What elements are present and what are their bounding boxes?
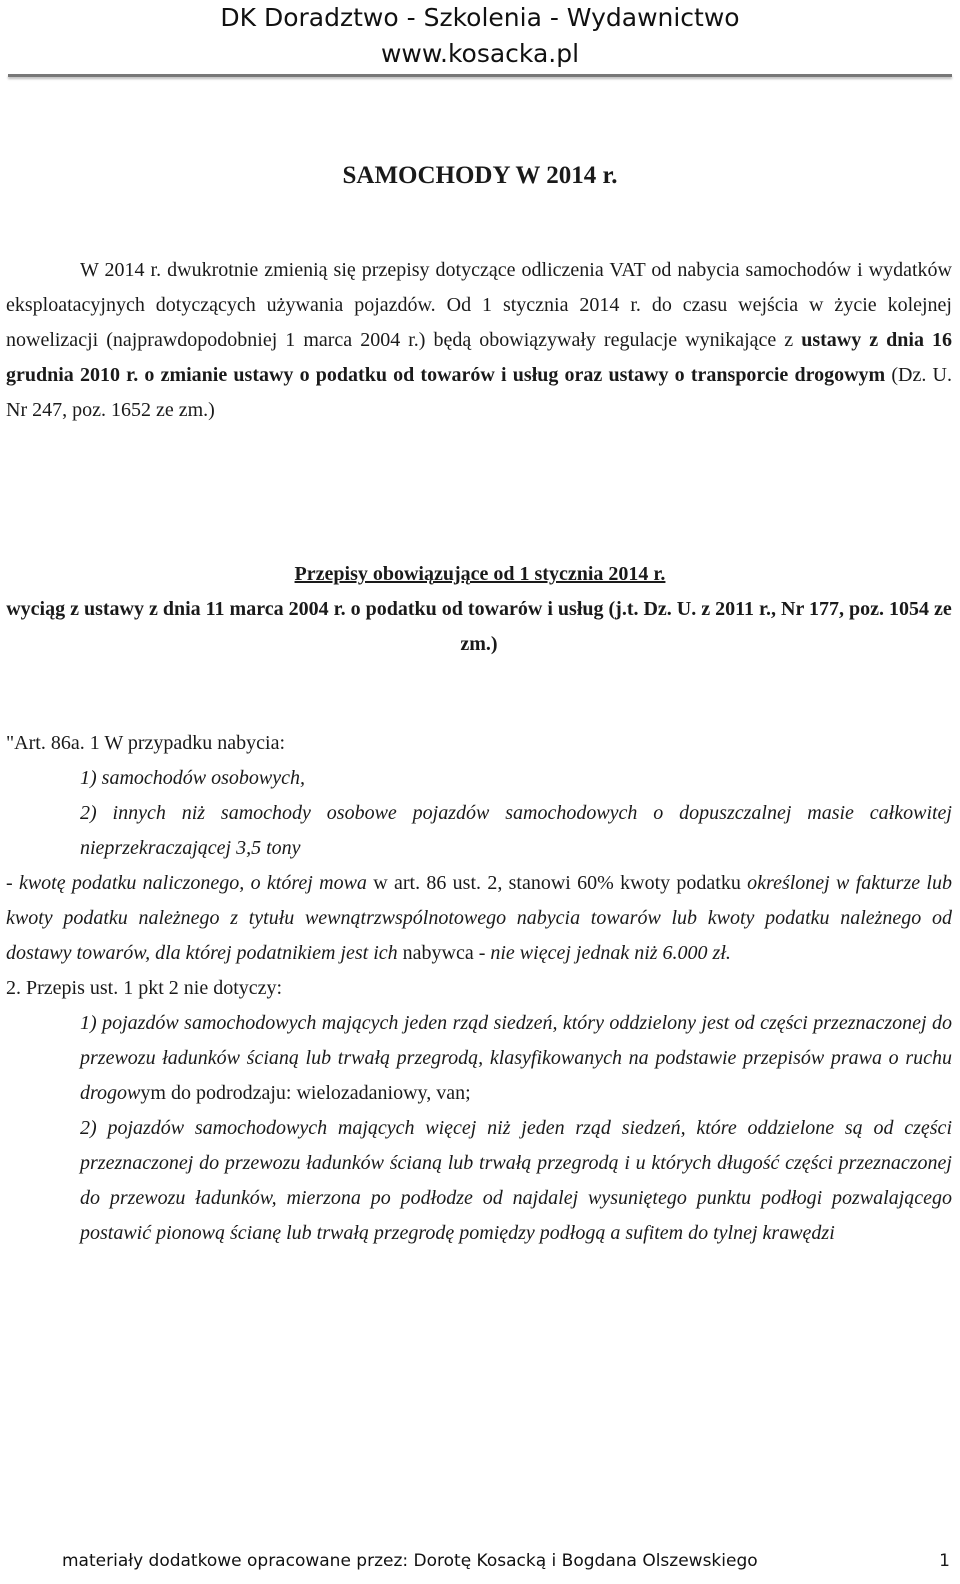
- document-title: SAMOCHODY W 2014 r.: [342, 162, 618, 189]
- intro-text-2: (Dz. U. Nr 247, poz. 1652 ze zm.): [6, 364, 952, 421]
- rule-text-d: nabywca -: [397, 942, 491, 964]
- rule-text-a: - kwotę podatku naliczonego, o której mowa: [6, 872, 367, 894]
- rule-text-e: nie więcej jednak niż 6.000 zł.: [490, 942, 731, 964]
- article-heading: "Art. 86a. 1 W przypadku nabycia:: [6, 732, 286, 754]
- p2-item1-a: 1) pojazdów samochodowych mających jeden rząd siedzeń, który oddzielony jest od części przeznaczonej do przewozu ładunków ścianą lub trwałą przegrodą, klasyfikowanych na podstawie przepisów prawa o ruchu drogow: [80, 1012, 952, 1104]
- page-footer: materiały dodatkowe opracowane przez: Dorotę Kosacką i Bogdana Olszewskiego: [62, 1551, 758, 1571]
- intro-paragraph: [6, 253, 952, 428]
- header-divider: [8, 74, 952, 77]
- paragraph-2-item-2: 2) pojazdów samochodowych mających więcej niż jeden rząd siedzeń, które oddzielone są od części przeznaczonej do przewozu ładunków ścianą lub trwałą przegrodą i u których długość części przeznaczonej do przewozu ładunków, mierzona po podłodze od najdalej wysuniętego punktu podłogi pozwalającego postawić pionową ścianę lub trwałą przegrodę pomiędzy podłogą a sufitem do tylnej krawędzi: [80, 1117, 952, 1244]
- act-extract-heading: wyciąg z ustawy z dnia 11 marca 2004 r. o podatku od towarów i usług (j.t. Dz. U. z 2011 r., Nr 177, poz. 1054 ze zm.): [6, 598, 952, 655]
- header-website[interactable]: www.kosacka.pl: [380, 39, 580, 68]
- p2-item1-b: ym do podrodzaju: wielozadaniowy, van;: [140, 1082, 471, 1104]
- rule-text-b: w art. 86 ust. 2, stanowi 60% kwoty podatku: [366, 872, 748, 894]
- rule-text-c: określonej w fakturze lub kwoty podatku należnego z tytułu wewnątrzwspólnotowego nabycia towarów lub kwoty podatku należnego od dostawy towarów, dla której podatnikiem jest ich: [6, 872, 952, 964]
- article-86a: [6, 726, 952, 1251]
- section-subheading: Przepisy obowiązujące od 1 stycznia 2014 r.: [294, 563, 666, 585]
- article-rule-paragraph: [6, 866, 952, 971]
- page-number: 1: [939, 1551, 950, 1571]
- header-company: DK Doradztwo - Szkolenia - Wydawnictwo: [220, 3, 740, 32]
- page-header: [0, 0, 960, 72]
- article-paragraph-2-heading: 2. Przepis ust. 1 pkt 2 nie dotyczy:: [6, 977, 283, 999]
- intro-text-1: W 2014 r. dwukrotnie zmienią się przepisy dotyczące odliczenia VAT od nabycia samochodów i wydatków eksploatacyjnych dotyczących używania pojazdów. Od 1 stycznia 2014 r. do czasu wejścia w życie kolejnej nowelizacji (najprawdopodobniej 1 marca 2004 r.) będą obowiązywały regulacje wynikające z: [6, 259, 952, 351]
- article-item-1: 1) samochodów osobowych,: [80, 767, 305, 789]
- intro-act-title: ustawy z dnia 16 grudnia 2010 r. o zmianie ustawy o podatku od towarów i usług oraz ustawy o transporcie drogowym: [6, 329, 952, 386]
- paragraph-2-item-1: [6, 1006, 952, 1111]
- article-item-2: 2) innych niż samochody osobowe pojazdów samochodowych o dopuszczalnej masie całkowitej nieprzekraczającej 3,5 tony: [80, 802, 952, 859]
